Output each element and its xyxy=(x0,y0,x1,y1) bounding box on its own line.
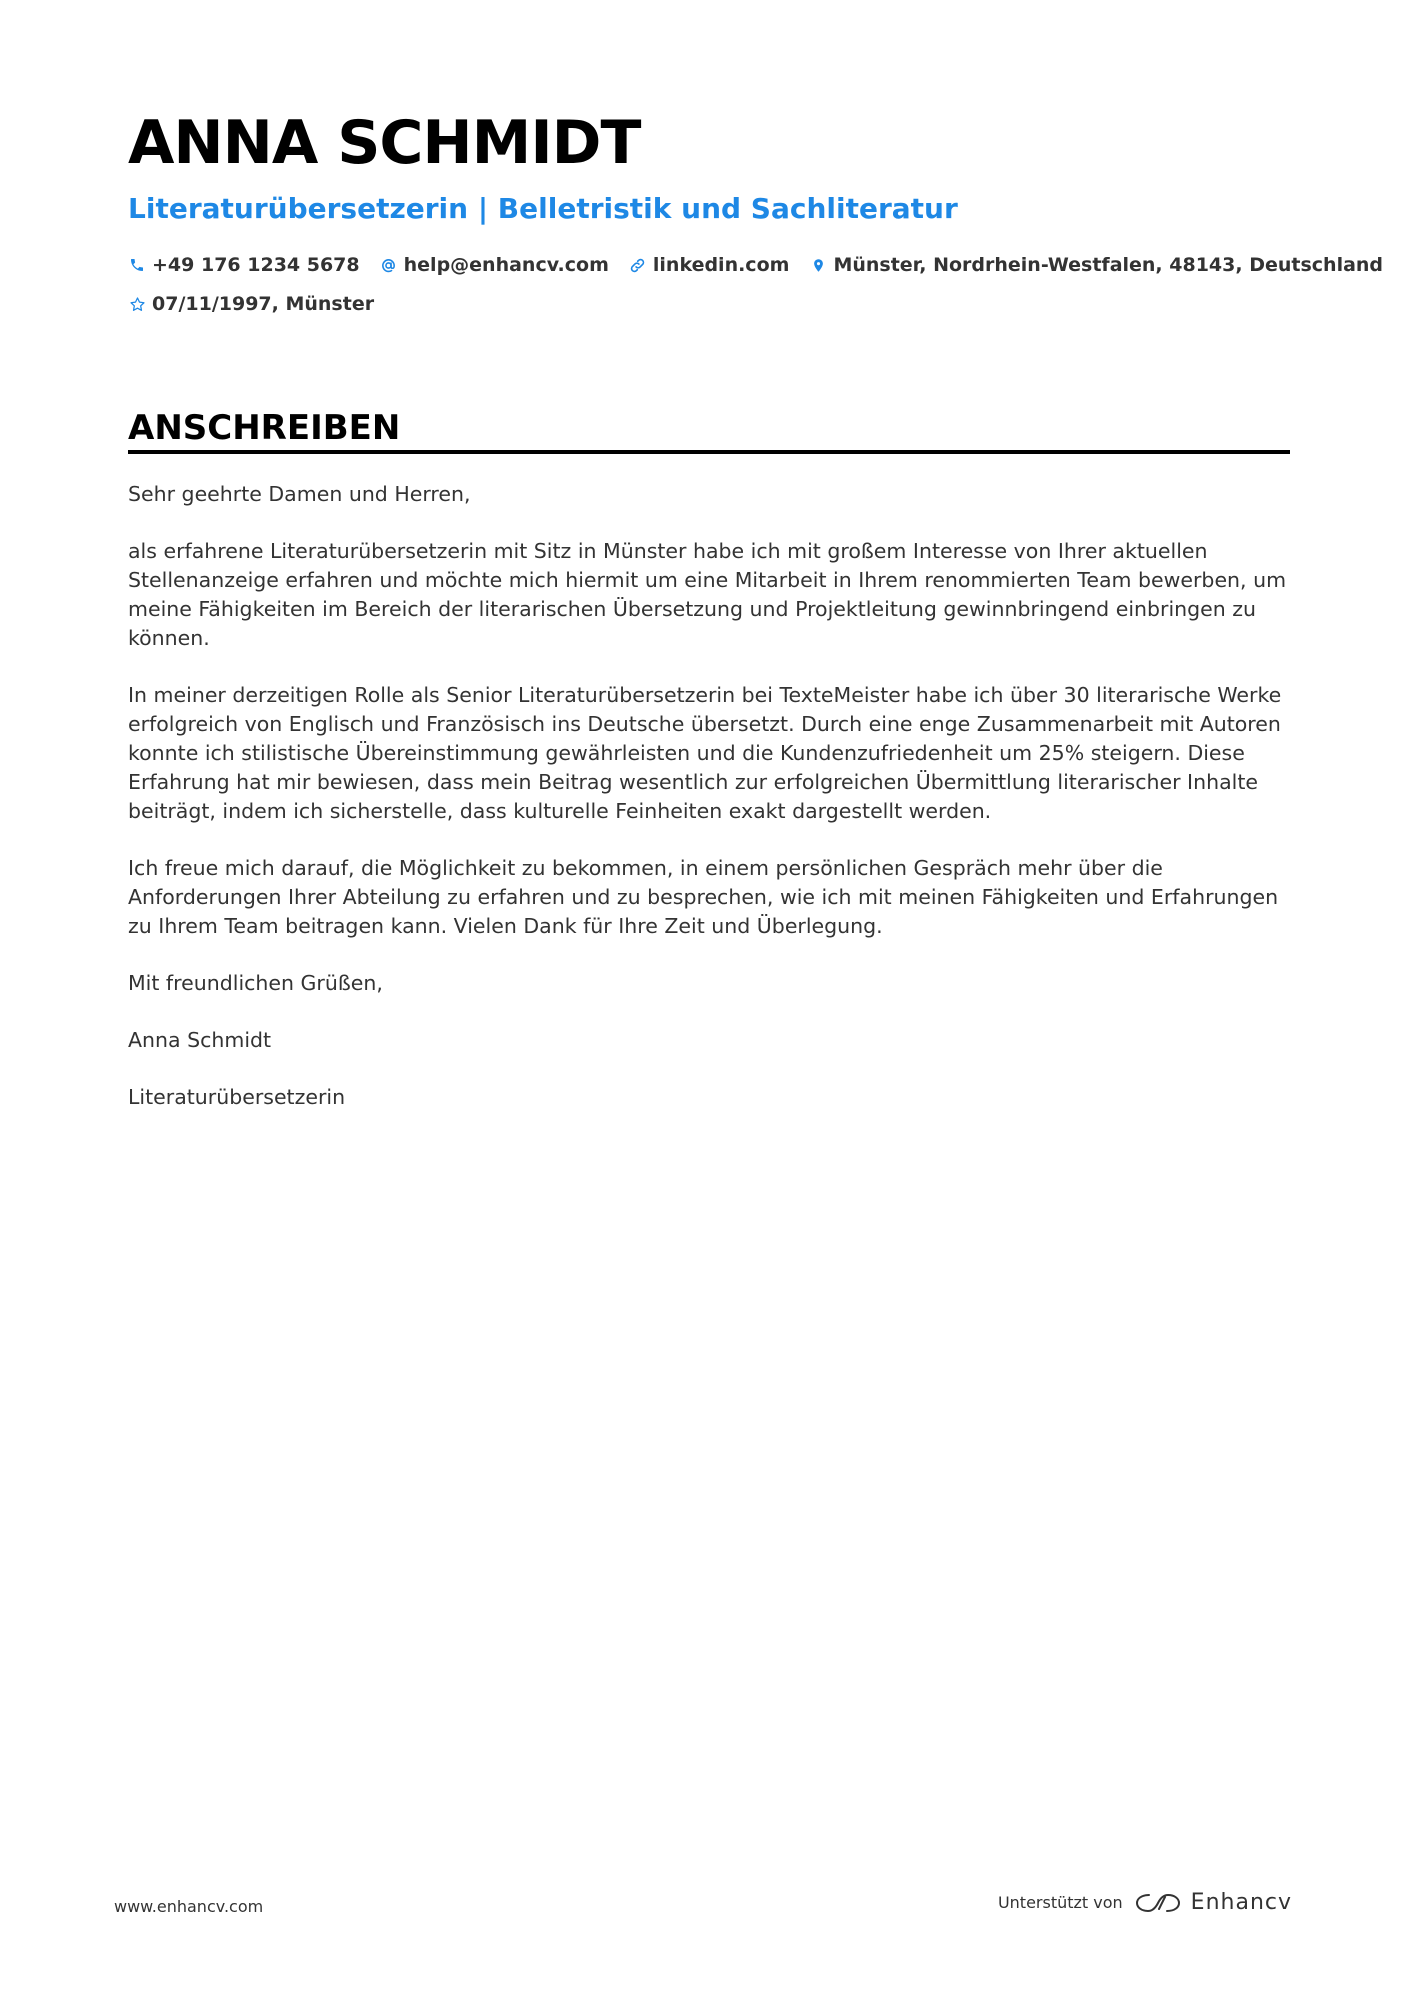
letter-body xyxy=(128,480,1290,1140)
linkedin-text: linkedin.com xyxy=(652,254,790,276)
brand-name: Enhancv xyxy=(1190,1890,1292,1915)
contact-row xyxy=(128,254,1403,276)
signature-name: Anna Schmidt xyxy=(128,1028,272,1052)
location-text: Münster, Nordrhein-Westfalen, 48143, Deutschland xyxy=(833,254,1384,276)
footer-website[interactable]: www.enhancv.com xyxy=(114,1897,264,1916)
star-icon xyxy=(128,295,146,313)
contact-linkedin xyxy=(629,254,790,276)
salutation: Sehr geehrte Damen und Herren, xyxy=(128,482,471,506)
letter-paragraph: In meiner derzeitigen Rolle als Senior Literaturübersetzerin bei TexteMeister habe ich über 30 literarische Werke erfolgreich von Englisch und Französisch ins Deutsche übersetzt. Durch eine enge Zusammenarbeit mit Autoren konnte ich stilistische Übereinstimmung gewährleisten und die Kundenzufriedenheit um 25% steigern. Diese Erfahrung hat mir bewiesen, dass mein Beitrag wesentlich zur erfolgreichen Übermittlung literarischer Inhalte beiträgt, indem ich sicherstelle, dass kulturelle Feinheiten exakt dargestellt werden. xyxy=(128,683,1282,823)
phone-text: +49 176 1234 5678 xyxy=(152,254,360,276)
birth-text: 07/11/1997, Münster xyxy=(152,293,375,315)
location-pin-icon xyxy=(809,256,827,274)
link-icon xyxy=(629,256,647,274)
applicant-name: ANNA SCHMIDT xyxy=(128,108,641,178)
footer-branding xyxy=(998,1890,1292,1915)
contact-phone xyxy=(128,254,360,276)
job-headline: Literaturübersetzerin | Belletristik und Sachliteratur xyxy=(128,192,958,225)
closing: Mit freundlichen Grüßen, xyxy=(128,971,383,995)
contact-row xyxy=(128,293,394,315)
enhancv-logo-icon xyxy=(1135,1891,1181,1915)
powered-by-text: Unterstützt von xyxy=(997,1893,1123,1912)
email-text: help@enhancv.com xyxy=(403,254,609,276)
phone-icon xyxy=(128,256,146,274)
letter-paragraph: Ich freue mich darauf, die Möglichkeit zu bekommen, in einem persönlichen Gespräch mehr über die Anforderungen Ihrer Abteilung zu erfahren und zu besprechen, wie ich mit meinen Fähigkeiten und Erfahrungen zu Ihrem Team beitragen kann. Vielen Dank für Ihre Zeit und Überlegung. xyxy=(128,856,1279,938)
letter-paragraph: als erfahrene Literaturübersetzerin mit Sitz in Münster habe ich mit großem Interesse von Ihrer aktuellen Stellenanzeige erfahren und möchte mich hiermit um eine Mitarbeit in Ihrem renommierten Team bewerben, um meine Fähigkeiten im Bereich der literarischen Übersetzung und Projektleitung gewinnbringend einbringen zu können. xyxy=(128,539,1287,650)
contact-birth xyxy=(128,293,374,315)
section-divider xyxy=(128,450,1290,454)
contact-location xyxy=(809,254,1383,276)
at-icon xyxy=(380,256,398,274)
section-title: ANSCHREIBEN xyxy=(128,408,401,448)
signature-title: Literaturübersetzerin xyxy=(128,1085,346,1109)
contact-email xyxy=(380,254,609,276)
